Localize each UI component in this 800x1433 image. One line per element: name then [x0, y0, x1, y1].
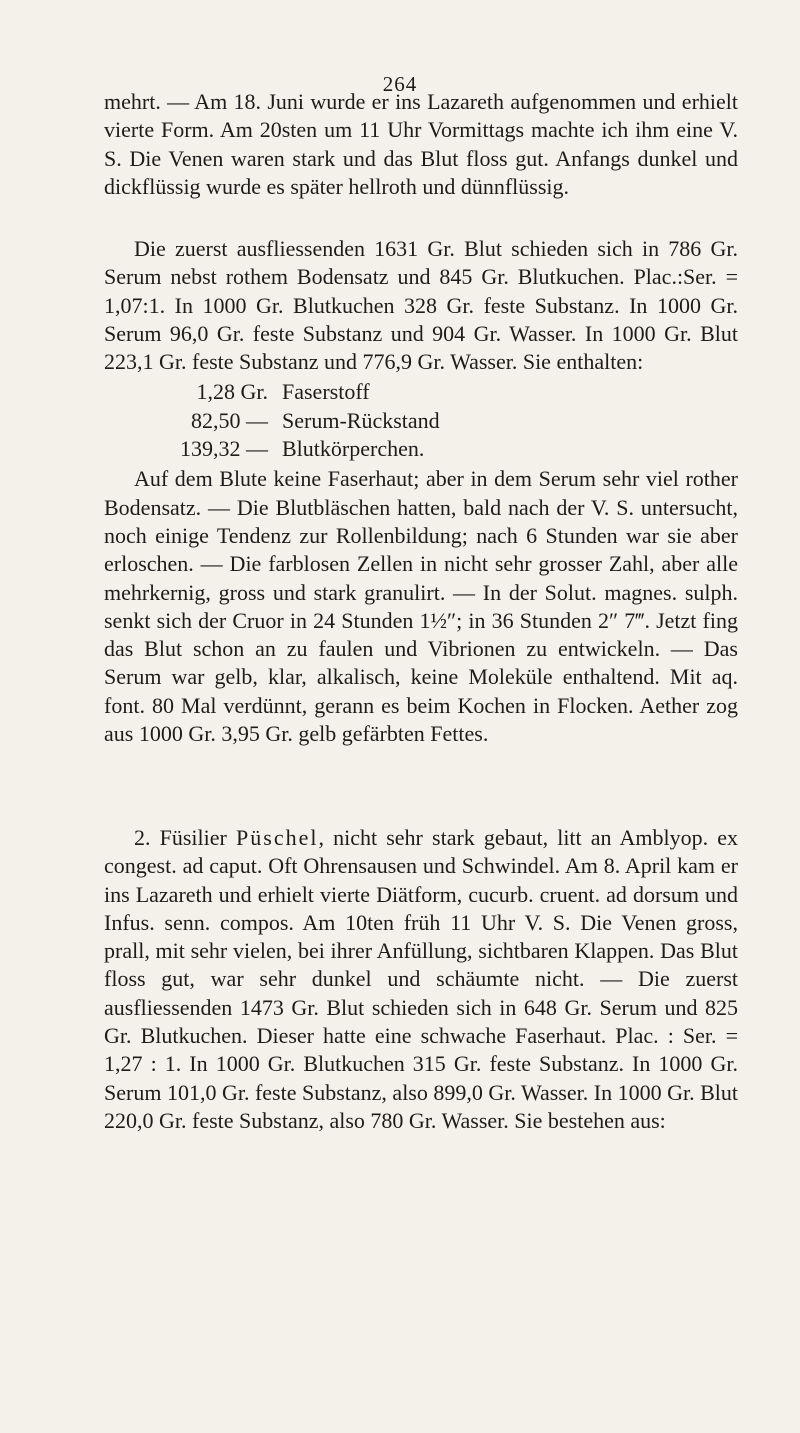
- list-item-value: 1,28 Gr.: [196, 379, 268, 405]
- list-item-label: Blutkörperchen.: [282, 436, 425, 462]
- list-item: [104, 407, 738, 435]
- paragraph-1: [104, 88, 738, 201]
- list-item: [104, 435, 738, 463]
- list-item-label: Faserstoff: [282, 379, 370, 405]
- blood-composition-list: [104, 378, 738, 463]
- paragraph-4: [104, 824, 738, 1135]
- list-item: [104, 378, 738, 406]
- paragraph-1-text: mehrt. — Am 18. Juni wurde er ins Lazareth aufgenommen und erhielt vierte Form. Am 20sten um 11 Uhr Vormittags machte ich ihm eine V. S. Die Venen waren stark und das Blut floss gut. Anfangs dunkel und dickflüssig wurde es später hellroth und dünnflüssig.: [104, 89, 738, 199]
- page-number: 264: [382, 72, 418, 96]
- paragraph-2-section: [104, 235, 738, 748]
- paragraph-3-text: Auf dem Blute keine Faserhaut; aber in dem Serum sehr viel rother Bodensatz. — Die Blutbläschen hatten, bald nach der V. S. untersucht, noch einige Tendenz zur Rollenbildung; nach 6 Stunden war sie aber erloschen. — Die farblosen Zellen in nicht sehr grosser Zahl, aber alle mehrkernig, gross und stark granulirt. — In der Solut. magnes. sulph. senkt sich der Cruor in 24 Stunden 1½″; in 36 Stunden 2″ 7‴. Jetzt fing das Blut schon an zu faulen und Vibrionen zu entwickeln. — Das Serum war gelb, klar, alkalisch, keine Moleküle enthaltend. Mit aq. font. 80 Mal verdünnt, gerann es beim Kochen in Flocken. Aether zog aus 1000 Gr. 3,95 Gr. gelb gefärbten Fettes.: [104, 466, 738, 747]
- patient-name: Püschel: [236, 825, 319, 850]
- paragraph-4-body: , nicht sehr stark gebaut, litt an Amblyop. ex congest. ad caput. Oft Ohrensausen und Schwindel. Am 8. April kam er ins Lazareth und erhielt vierte Diätform, cucurb. cruent. ad dorsum und Infus. senn. compos. Am 10ten früh 11 Uhr V. S. Die Venen gross, prall, mit sehr vielen, bei ihrer Anfüllung, sichtbaren Klappen. Das Blut floss gut, war sehr dunkel und schäumte nicht. — Die zuerst ausfliessenden 1473 Gr. Blut schieden sich in 648 Gr. Serum und 825 Gr. Blutkuchen. Dieser hatte eine schwache Faserhaut. Plac. : Ser. = 1,27 : 1. In 1000 Gr. Blutkuchen 315 Gr. feste Substanz. In 1000 Gr. Serum 101,0 Gr. feste Substanz, also 899,0 Gr. Wasser. In 1000 Gr. Blut 220,0 Gr. feste Substanz, also 780 Gr. Wasser. Sie bestehen aus:: [104, 825, 738, 1133]
- case-number: 2. Füsilier: [134, 825, 227, 850]
- paragraph-4-text: [104, 824, 738, 1135]
- paragraph-2-text: Die zuerst ausfliessenden 1631 Gr. Blut schieden sich in 786 Gr. Serum nebst rothem Bodensatz und 845 Gr. Blutkuchen. Plac.:Ser. = 1,07:1. In 1000 Gr. Blutkuchen 328 Gr. feste Substanz. In 1000 Gr. Serum 96,0 Gr. feste Substanz und 904 Gr. Wasser. In 1000 Gr. Blut 223,1 Gr. feste Substanz und 776,9 Gr. Wasser. Sie enthalten:: [104, 236, 738, 375]
- list-item-value: 139,32 —: [180, 436, 268, 462]
- list-item-label: Serum-Rückstand: [282, 407, 440, 433]
- list-item-value: 82,50 —: [191, 407, 268, 433]
